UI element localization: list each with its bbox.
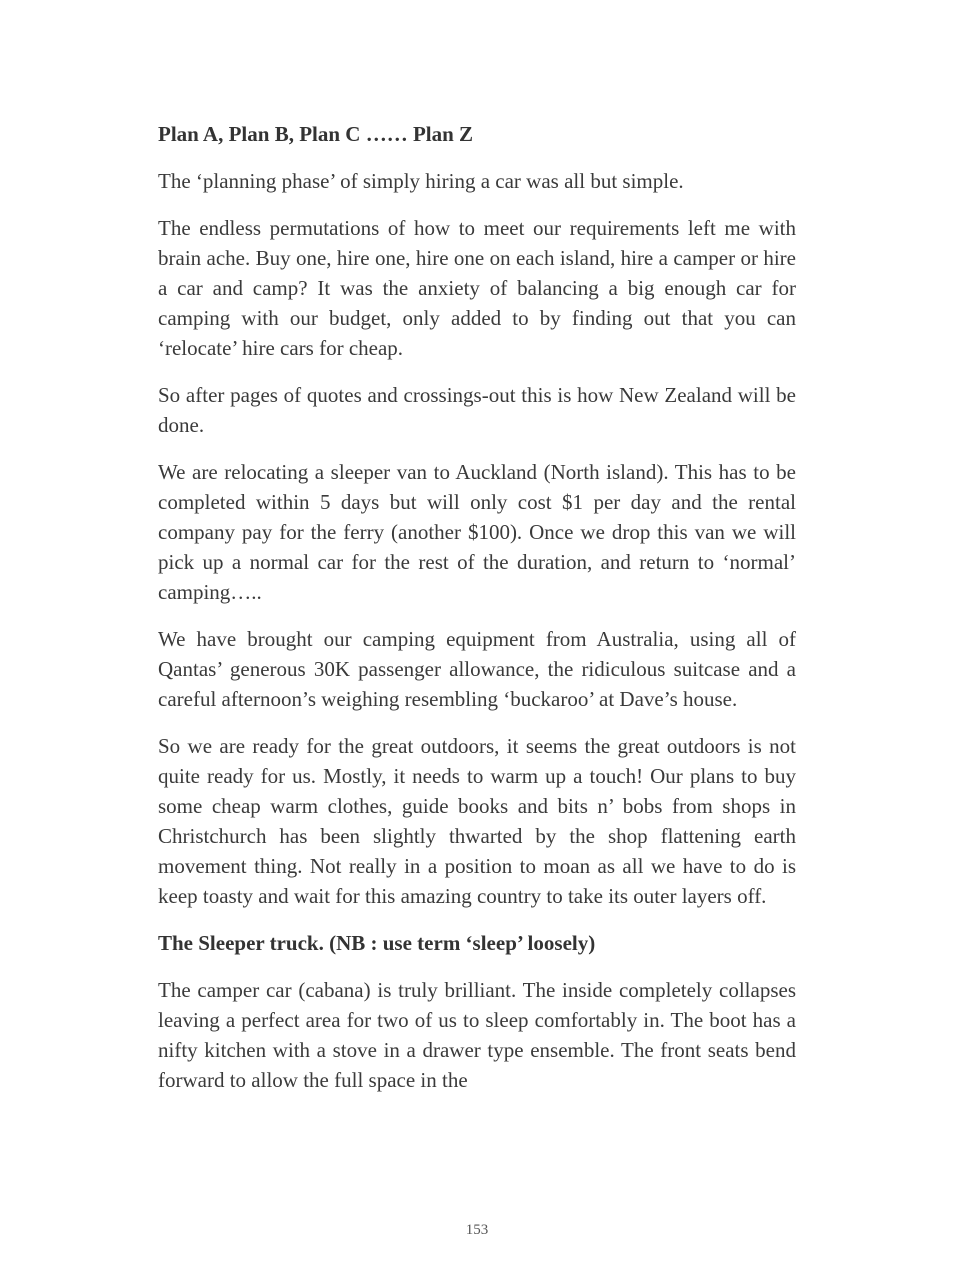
paragraph: We have brought our camping equipment from Australia, using all of Qantas’ generous 30K passenger allowance, the ridiculous suitcase and a careful afternoon’s weighing resembling ‘buckaroo’ at Dave’s house.: [158, 627, 796, 711]
paragraph: So we are ready for the great outdoors, it seems the great outdoors is not quite ready for us. Mostly, it needs to warm up a touch! Our plans to buy some cheap warm clothes, guide books and bits n’ bobs from shops in Christchurch has been slightly thwarted by the shop flattening earth movement thing. Not really in a position to moan as all we have to do is keep toasty and wait for this amazing country to take its outer layers off.: [158, 734, 796, 908]
paragraph: The camper car (cabana) is truly brilliant. The inside completely collapses leaving a perfect area for two of us to sleep comfortably in. The boot has a nifty kitchen with a stove in a drawer type ensemble. The front seats bend forward to allow the full space in the: [158, 978, 796, 1092]
paragraph: So after pages of quotes and crossings-out this is how New Zealand will be done.: [158, 383, 796, 437]
paragraph: We are relocating a sleeper van to Auckland (North island). This has to be completed within 5 days but will only cost $1 per day and the rental company pay for the ferry (another $100). Once we drop this van we will pick up a normal car for the rest of the duration, and return to ‘normal’ camping…..: [158, 460, 796, 604]
section-heading-sleeper-truck: The Sleeper truck. (NB : use term ‘sleep’ loosely): [158, 931, 596, 955]
section-heading-plans: Plan A, Plan B, Plan C …… Plan Z: [158, 122, 474, 146]
paragraph: The ‘planning phase’ of simply hiring a car was all but simple.: [158, 169, 684, 193]
page-number: 153: [465, 1222, 489, 1238]
page-body: [158, 119, 796, 1112]
paragraph: The endless permutations of how to meet our requirements left me with brain ache. Buy one, hire one, hire one on each island, hire a camper or hire a car and camp? It was the anxiety of balancing a big enough car for camping with our budget, only added to by finding out that you can ‘relocate’ hire cars for cheap.: [158, 216, 796, 360]
